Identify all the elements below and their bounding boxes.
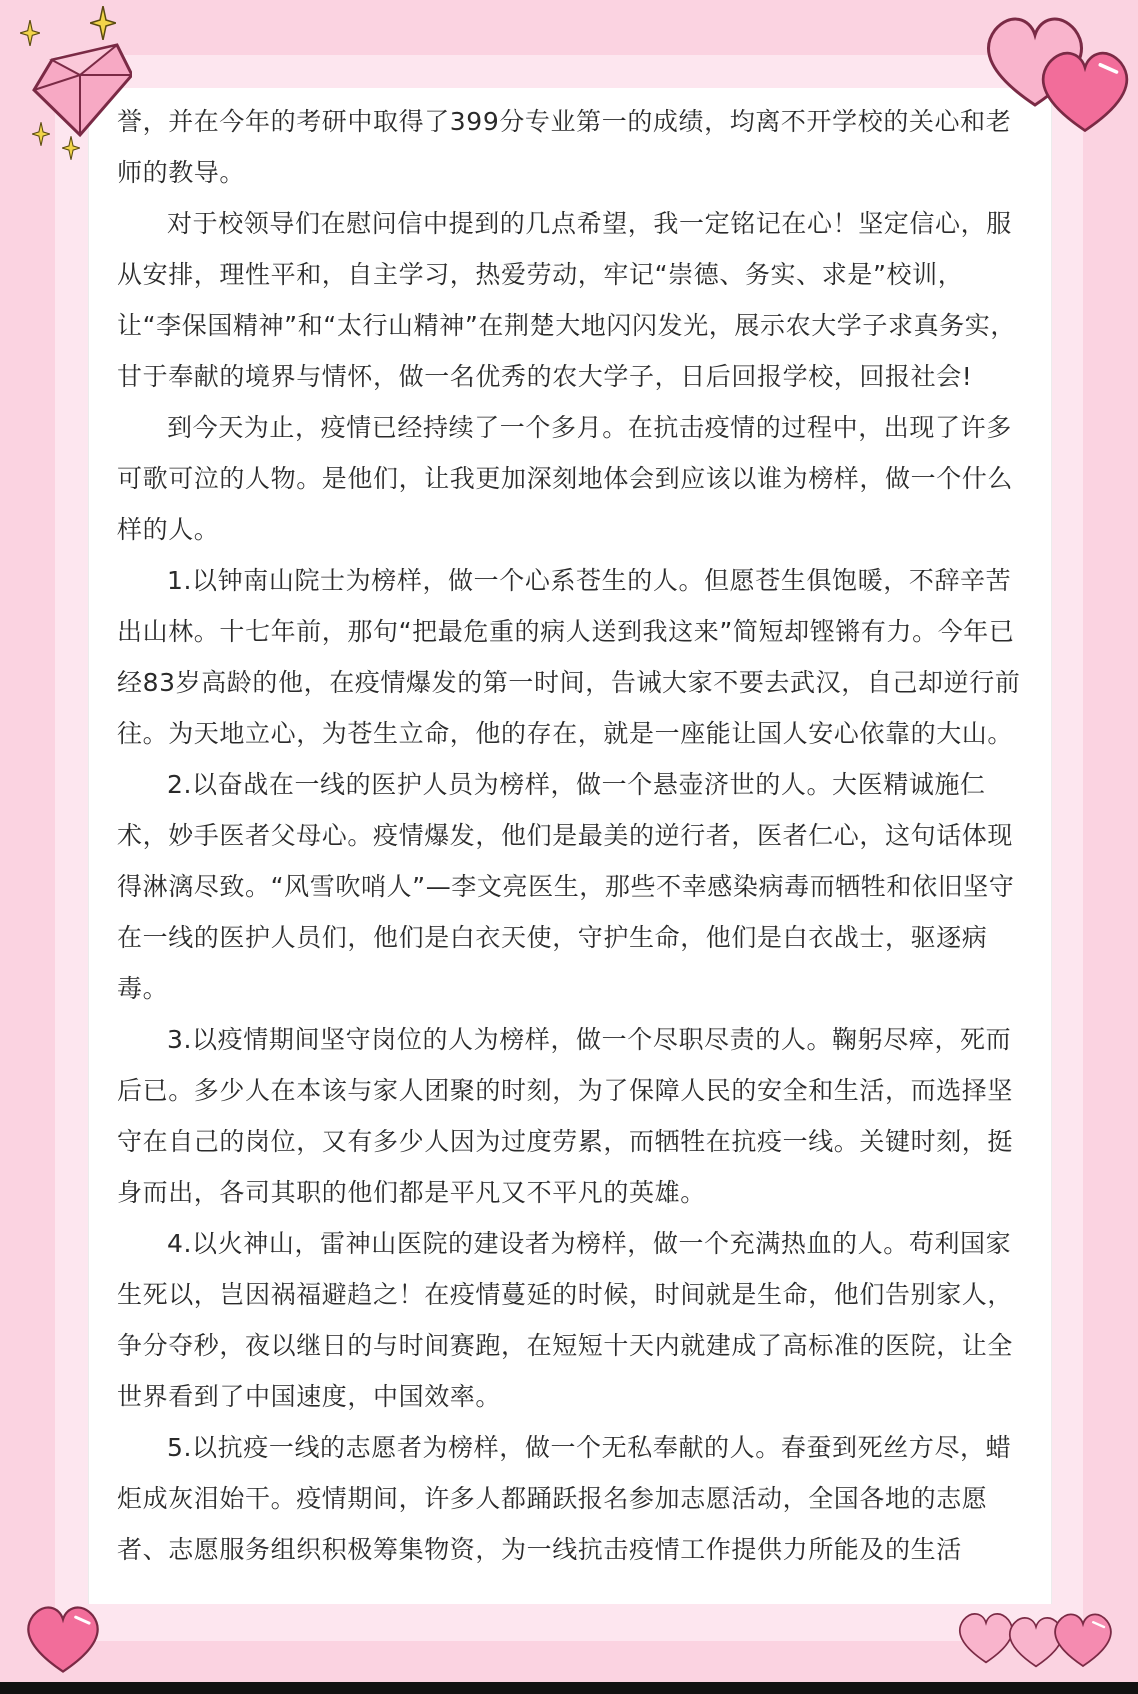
paragraph-1: 对于校领导们在慰问信中提到的几点希望，我一定铭记在心！坚定信心，服从安排，理性平和，自主学习，热爱劳动，牢记“崇德、务实、求是”校训，让“李保国精神”和“太行山精神”在荆楚大地闪闪发光，展示农大学子求真务实，甘于奉献的境界与情怀，做一名优秀的农大学子，日后回报学校，回报社会! — [117, 209, 1017, 391]
sparkle-icon — [20, 20, 40, 46]
heart-icon — [22, 1600, 104, 1676]
bottom-band — [0, 1682, 1138, 1694]
document-body — [117, 96, 1023, 1575]
paragraph-4: 2.以奋战在一线的医护人员为榜样，做一个悬壶济世的人。大医精诚施仁术，妙手医者父母心。疫情爆发，他们是最美的逆行者，医者仁心，这句话体现得淋漓尽致。“风雪吹哨人”—李文亮医生，那些不幸感染病毒而牺牲和依旧坚守在一线的医护人员们，他们是白衣天使，守护生命，他们是白衣战士，驱逐病毒。 — [117, 770, 1015, 1003]
sparkle-icon — [90, 6, 116, 40]
paragraph-0: 誉，并在今年的考研中取得了399分专业第一的成绩，均离不开学校的关心和老师的教导。 — [117, 107, 1012, 187]
sparkle-icon — [62, 136, 80, 160]
paragraph-6: 4.以火神山，雷神山医院的建设者为榜样，做一个充满热血的人。苟利国家生死以，岂因祸福避趋之！在疫情蔓延的时候，时间就是生命，他们告别家人，争分夺秒，夜以继日的与时间赛跑，在短短十天内就建成了高标准的医院，让全世界看到了中国速度，中国效率。 — [117, 1229, 1014, 1411]
heart-icon — [1050, 1608, 1116, 1670]
heart-icon — [1035, 45, 1135, 135]
paragraph-3: 1.以钟南山院士为榜样，做一个心系苍生的人。但愿苍生俱饱暖，不辞辛苦出山林。十七年前，那句“把最危重的病人送到我这来”简短却铿锵有力。今年已经83岁高龄的他，在疫情爆发的第一时间，告诫大家不要去武汉，自己却逆行前往。为天地立心，为苍生立命，他的存在，就是一座能让国人安心依靠的大山。 — [117, 566, 1021, 748]
paragraph-2: 到今天为止，疫情已经持续了一个多月。在抗击疫情的过程中，出现了许多可歌可泣的人物。是他们，让我更加深刻地体会到应该以谁为榜样，做一个什么样的人。 — [117, 413, 1014, 544]
paragraph-7: 5.以抗疫一线的志愿者为榜样，做一个无私奉献的人。春蚕到死丝方尽，蜡炬成灰泪始干。疫情期间，许多人都踊跃报名参加志愿活动，全国各地的志愿者、志愿服务组织积极筹集物资，为一线抗击疫情工作提供力所能及的生活 — [117, 1433, 1012, 1564]
document-page — [88, 88, 1052, 1604]
paragraph-5: 3.以疫情期间坚守岗位的人为榜样，做一个尽职尽责的人。鞠躬尽瘁，死而后已。多少人在本该与家人团聚的时刻，为了保障人民的安全和生活，而选择坚守在自己的岗位，又有多少人因为过度劳累，而牺牲在抗疫一线。关键时刻，挺身而出，各司其职的他们都是平凡又不平凡的英雄。 — [117, 1025, 1014, 1207]
sparkle-icon — [32, 122, 50, 146]
